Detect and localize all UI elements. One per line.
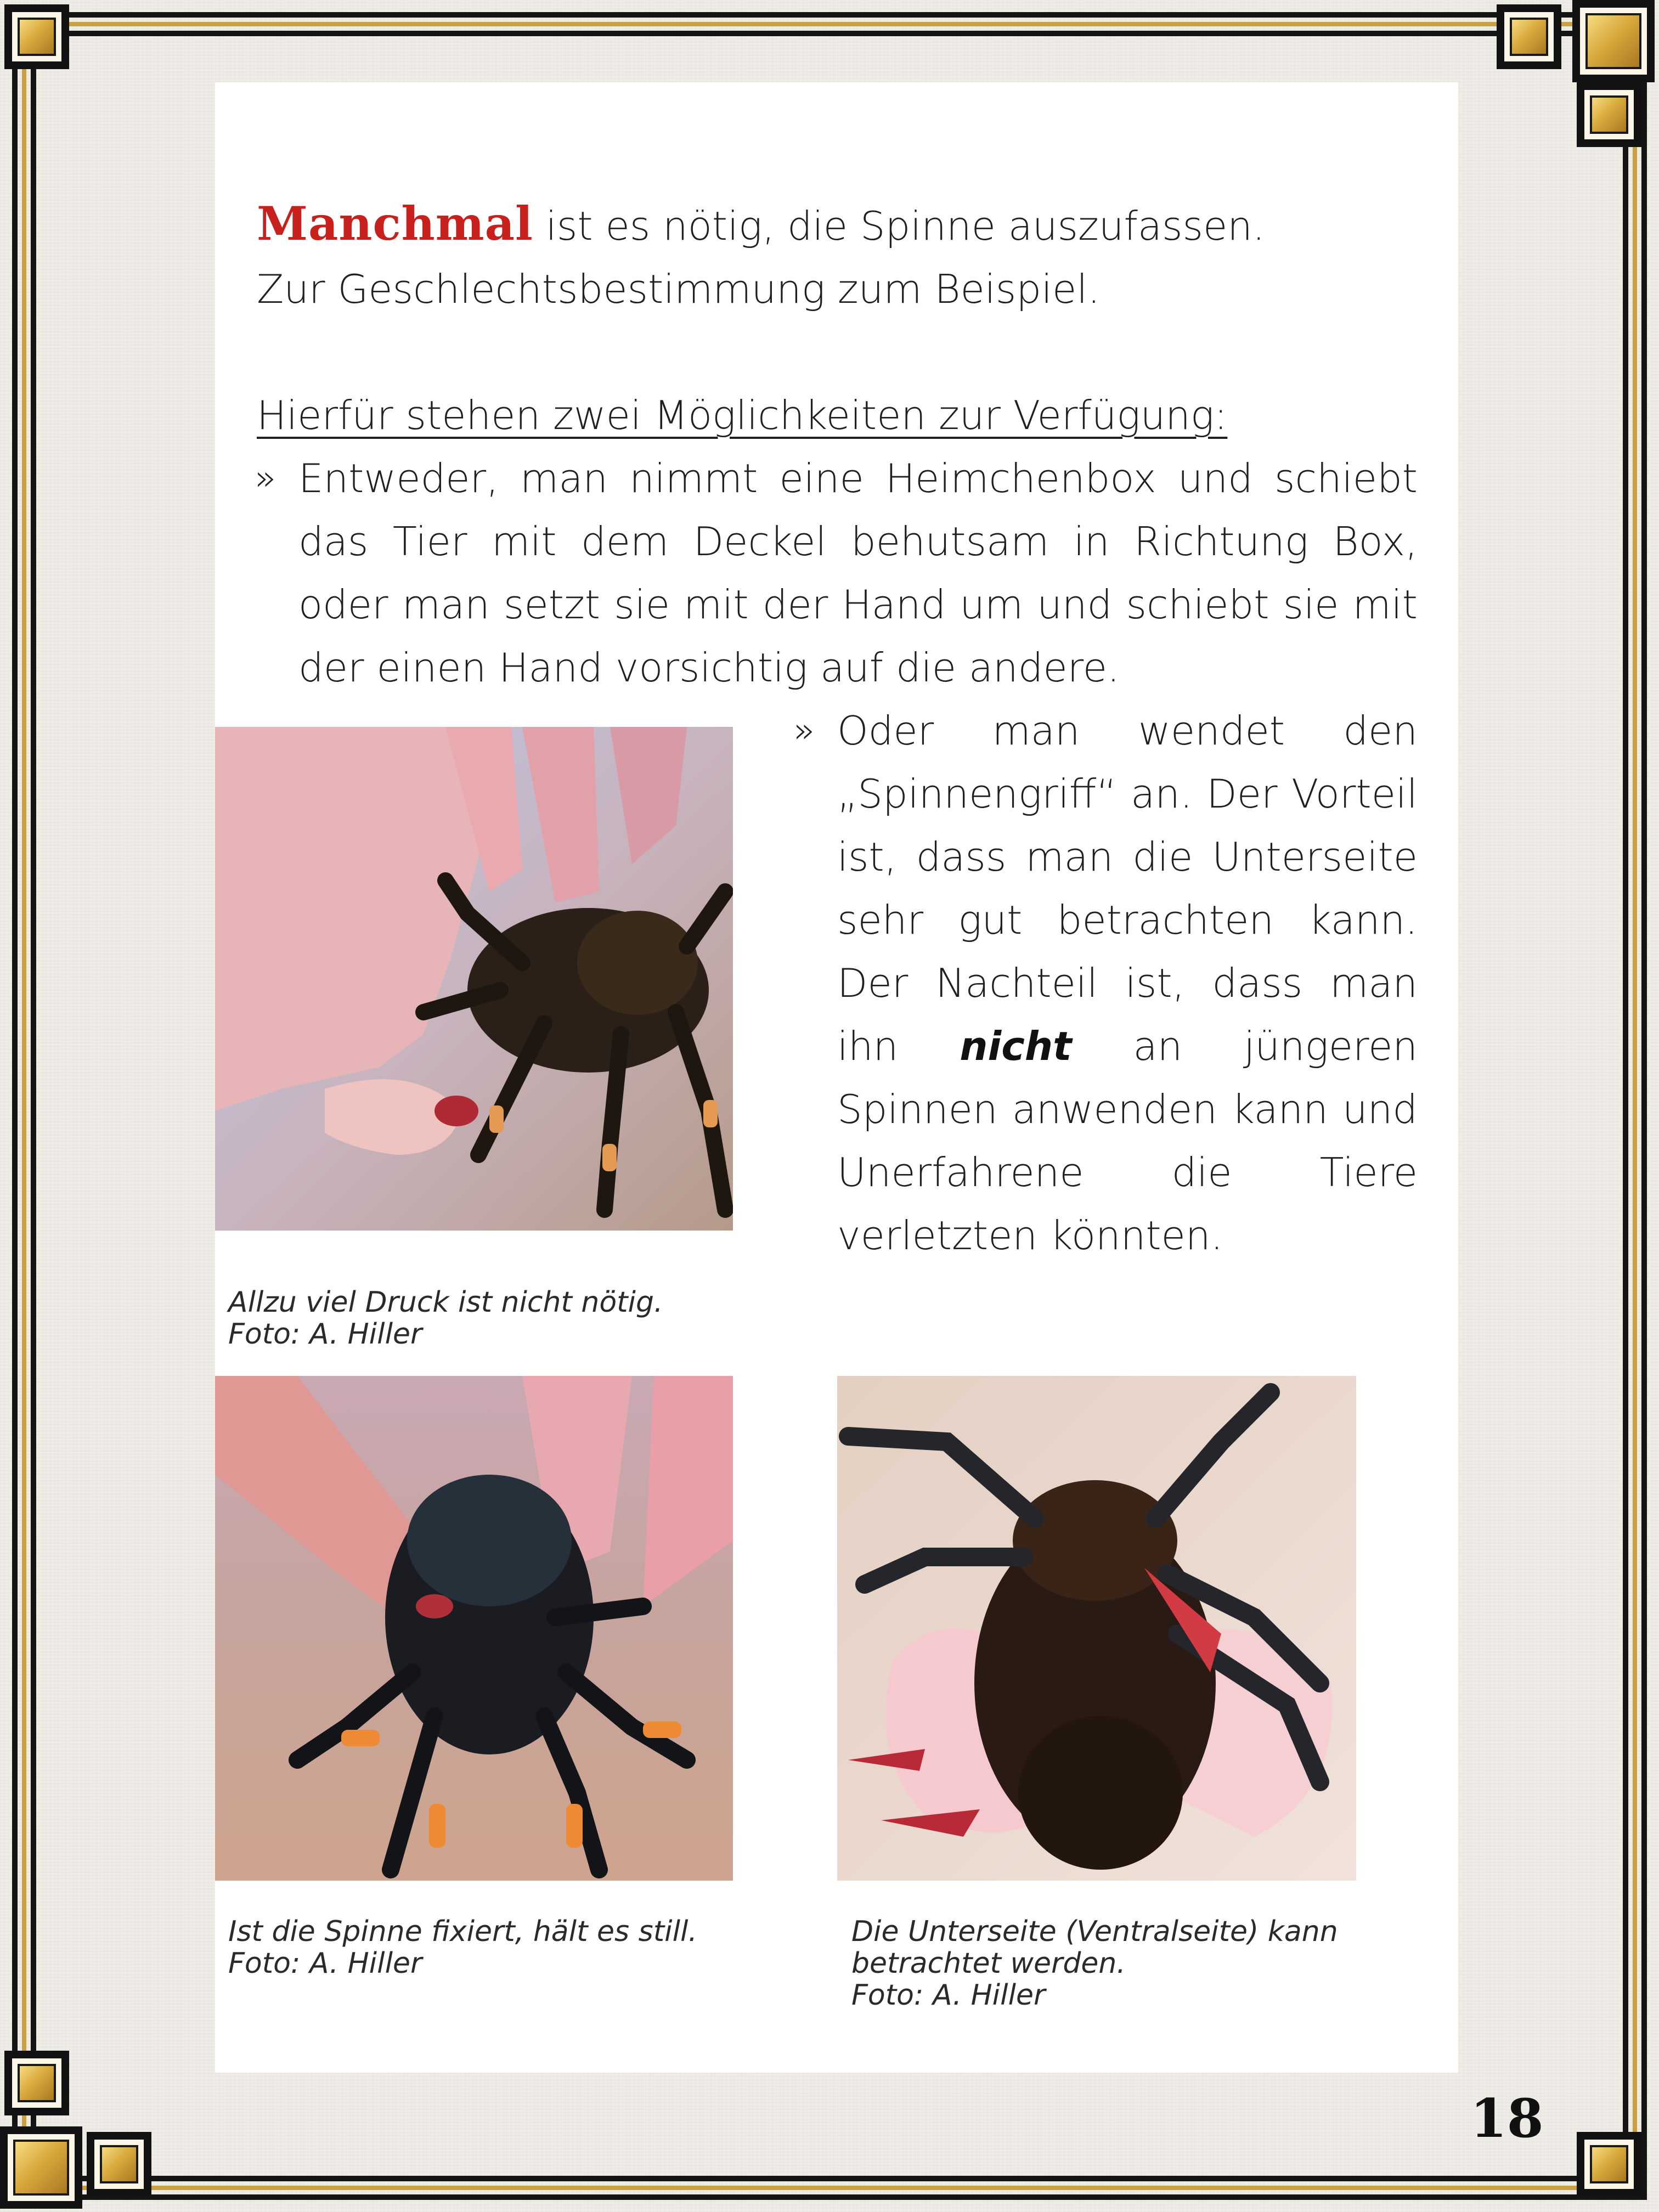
caption-line: Allzu viel Druck ist nicht nötig. xyxy=(228,1286,663,1319)
caption-line: betrachtet werden. xyxy=(851,1947,1126,1980)
caption-credit: Foto: A. Hiller xyxy=(228,1947,422,1980)
photo-caption xyxy=(228,1916,697,1979)
bullet-text xyxy=(837,699,1418,1267)
intro-line2: Zur Geschlechtsbestimmung zum Beispiel. xyxy=(257,266,1101,312)
caption-line: Ist die Spinne fixiert, hält es still. xyxy=(228,1915,698,1948)
list-item xyxy=(793,699,1424,1267)
corner-ornament-bottom-left-upper xyxy=(4,2051,69,2115)
bullet-text: Entweder, man nimmt eine Heimchenbox und schiebt das Tier mit dem Deckel behutsam in Richtung Box, oder man setzt sie mit der Hand um und schiebt sie mit der einen Hand vorsichtig auf die andere. xyxy=(298,455,1418,691)
corner-ornament-bottom-left-inner xyxy=(87,2132,151,2197)
bullet-text-after: an jüngeren Spinnen anwenden kann und Unerfahrene die Tiere verletzten könnten. xyxy=(837,1023,1418,1259)
corner-ornament-top-right-inner xyxy=(1497,4,1561,69)
bullet-text-before: Oder man wendet den „Spinnengriff“ an. Der Vorteil ist, dass man die Unterseite sehr gut betrachten kann. Der Nachteil ist, dass man ihn xyxy=(837,708,1418,1069)
corner-ornament-top-right-lower xyxy=(1577,82,1641,147)
photo-spider-hand-top xyxy=(215,727,733,1231)
corner-ornament-top-left xyxy=(4,4,69,69)
bullet-emphasis: nicht xyxy=(960,1023,1072,1069)
intro-paragraph xyxy=(257,192,1436,321)
corner-ornament-top-right-outer xyxy=(1572,0,1655,82)
list-item xyxy=(255,447,1423,699)
caption-credit: Foto: A. Hiller xyxy=(228,1318,422,1351)
photo-spider-fixed xyxy=(215,1376,733,1881)
corner-ornament-bottom-left-outer xyxy=(0,2126,82,2209)
corner-ornament-bottom-right xyxy=(1577,2132,1641,2197)
photo-caption xyxy=(228,1286,663,1350)
intro-emphasis: Manchmal xyxy=(257,196,533,251)
section-heading: Hierfür stehen zwei Möglichkeiten zur Verfügung: xyxy=(257,392,1228,438)
photo-caption xyxy=(851,1916,1338,2011)
caption-credit: Foto: A. Hiller xyxy=(851,1979,1046,2012)
intro-line1: ist es nötig, die Spinne auszufassen. xyxy=(533,203,1265,249)
photo-spider-ventral xyxy=(837,1376,1356,1881)
caption-line: Die Unterseite (Ventralseite) kann xyxy=(851,1915,1338,1948)
bullet-marker: » xyxy=(255,458,276,499)
bullet-marker: » xyxy=(793,710,815,751)
page-number: 18 xyxy=(1470,2087,1544,2149)
